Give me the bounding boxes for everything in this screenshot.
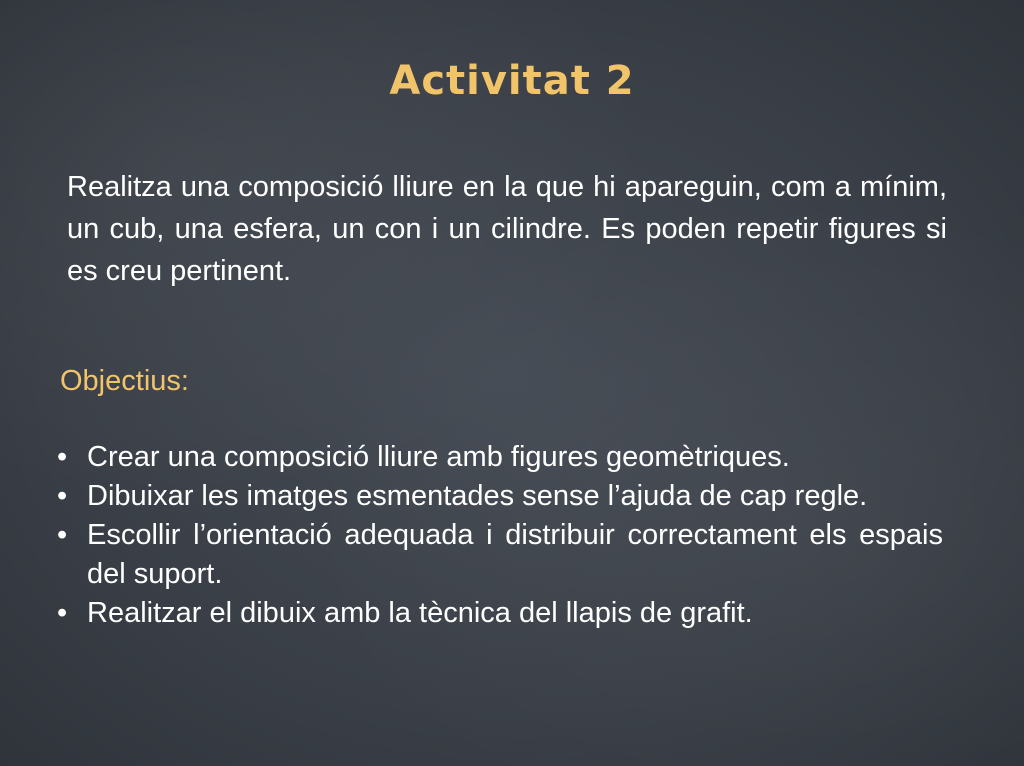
objective-item bbox=[57, 594, 943, 633]
objective-text: Realitzar el dibuix amb la tècnica del llapis de grafit. bbox=[87, 597, 753, 629]
bullet-icon: • bbox=[57, 597, 68, 629]
objective-text: Escollir l’orientació adequada i distribuir correctament els espais del suport. bbox=[87, 519, 943, 590]
objective-item bbox=[57, 477, 943, 516]
activity-description: Realitza una composició lliure en la que hi apareguin, com a mínim, un cub, una esfera, un con i un cilindre. Es poden repetir figures si es creu pertinent. bbox=[67, 171, 947, 287]
bullet-icon: • bbox=[57, 480, 68, 512]
objectives-heading: Objectius: bbox=[60, 365, 189, 397]
objective-item bbox=[57, 438, 943, 477]
objective-text: Dibuixar les imatges esmentades sense l’ajuda de cap regle. bbox=[87, 480, 868, 512]
objective-text: Crear una composició lliure amb figures geomètriques. bbox=[87, 441, 790, 473]
objectives-list bbox=[57, 438, 943, 633]
objective-item bbox=[57, 516, 943, 594]
slide-title: Activitat 2 bbox=[389, 58, 635, 104]
bullet-icon: • bbox=[57, 441, 68, 473]
bullet-icon: • bbox=[57, 519, 68, 551]
